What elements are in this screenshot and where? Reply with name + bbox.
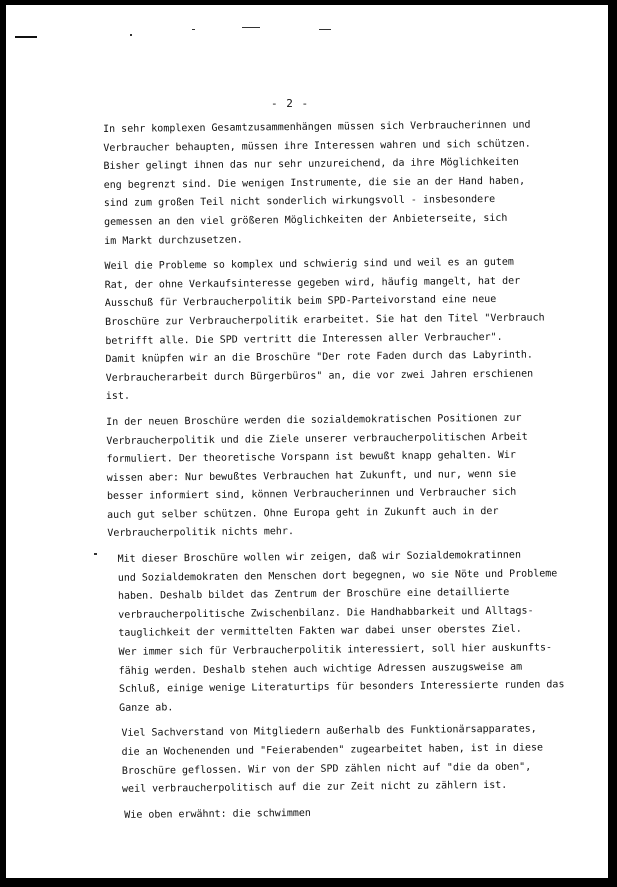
text-line: Mit dieser Broschüre wollen wir zeigen, daß wir Sozialdemokratinnen [117, 549, 522, 565]
text-line: im Markt durchzusetzen. [104, 234, 243, 247]
text-line: Bisher gelingt ihnen das nur sehr unzureichend, da ihre Möglichkeiten [103, 156, 519, 173]
text-line: Wer immer sich für Verbraucherpolitik interessiert, soll hier auskunfts- [118, 642, 553, 658]
text-line: betrifft alle. Die SPD vertritt die Interessen aller Verbraucher". [105, 331, 503, 347]
text-line: Schluß, einige wenige Literaturtips für besonders Interessierte runden das [118, 679, 565, 696]
page-number: - 2 - [271, 97, 310, 110]
paragraph [124, 802, 570, 825]
text-line: Wie oben erwähnt: die schwimmen [124, 807, 311, 821]
paragraph [118, 546, 570, 718]
text-line: Verbraucher behaupten, müssen ihre Interessen wahren und sich schützen. [103, 138, 531, 154]
text-line: die an Wochenenden und "Feierabenden" zugearbeitet haben, ist in diese [121, 742, 544, 758]
scan-speck [94, 553, 97, 555]
body-text [103, 116, 570, 832]
text-line: Damit knüpfen wir an die Broschüre "Der rote Faden durch das Labyrinth. [105, 349, 534, 366]
text-line: Verbraucherarbeit durch Bürgerbüros" an, die vor zwei Jahren erschienen [105, 368, 534, 384]
scan-speck [130, 34, 132, 36]
text-line: In der neuen Broschüre werden die sozialdemokratischen Positionen zur [106, 412, 522, 428]
text-line: fähig werden. Deshalb stehen auch wichtige Adressen auszugsweise am [118, 661, 523, 677]
paragraph [106, 409, 567, 544]
paragraph [104, 253, 566, 407]
text-line: weil verbraucherpolitisch auf die zur Zeit nicht zu zählern ist. [121, 779, 508, 796]
scan-mark [15, 36, 37, 38]
paragraph [121, 721, 570, 800]
text-line: tauglichkeit der vermittelten Fakten war dabei unser oberstes Ziel. [118, 624, 522, 640]
text-line: sind zum großen Teil nicht sonderlich wirkungsvoll - insbesondere [103, 194, 496, 210]
text-line: Weil die Probleme so komplex und schwierig sind und weil es an gutem [104, 256, 514, 273]
text-line: Broschüre geflossen. Wir von der SPD zählen nicht auf "die da oben", [121, 761, 532, 777]
text-line: haben. Deshalb bildet das Zentrum der Broschüre eine detaillierte [117, 587, 510, 603]
text-line: besser informiert sind, können Verbraucherinnen und Verbraucher sich [106, 486, 517, 503]
text-line: Broschüre zur Verbraucherpolitik erarbeitet. Sie hat den Titel "Verbrauch [105, 312, 545, 328]
paragraph [103, 116, 564, 251]
text-line: Verbraucherpolitik nichts mehr. [107, 526, 295, 540]
text-line: ist. [105, 391, 131, 403]
text-line: und Sozialdemokraten den Menschen dort begegnen, wo sie Nöte und Probleme [117, 567, 558, 584]
text-line: formuliert. Der theoretische Vorspann ist bewußt knapp gehalten. Wir [106, 449, 516, 466]
scan-speck [192, 29, 195, 30]
text-line: Ausschuß für Verbraucherpolitik beim SPD-Parteivorstand eine neue [104, 294, 497, 310]
text-line: Rat, der ohne Verkaufsinteresse gegeben wird, häufig mangelt, hat der [104, 275, 521, 291]
text-line: wissen aber: Nur bewußtes Verbrauchen hat Zukunft, und nur, wenn sie [106, 468, 517, 484]
scan-speck [242, 27, 260, 28]
text-line: auch gut selber schützen. Ohne Europa geht in Zukunft auch in der [107, 505, 499, 521]
text-line: Verbraucherpolitik und die Ziele unserer verbraucherpolitischen Arbeit [106, 431, 528, 447]
text-line: Ganze ab. [119, 702, 174, 714]
text-line: In sehr komplexen Gesamtzusammenhängen müssen sich Verbraucherinnen und [103, 119, 531, 135]
scan-speck [319, 29, 331, 30]
text-line: verbraucherpolitische Zwischenbilanz. Die Handhabbarkeit und Alltags- [118, 605, 534, 621]
text-line: eng begrenzt sind. Die wenigen Instrumente, die sie an der Hand haben, [103, 175, 526, 191]
text-line: gemessen an den viel größeren Möglichkeiten der Anbieterseite, sich [104, 212, 508, 228]
document-page [6, 5, 608, 878]
text-line: Viel Sachverstand von Mitgliedern außerhalb des Funktionärsapparates, [121, 723, 537, 740]
